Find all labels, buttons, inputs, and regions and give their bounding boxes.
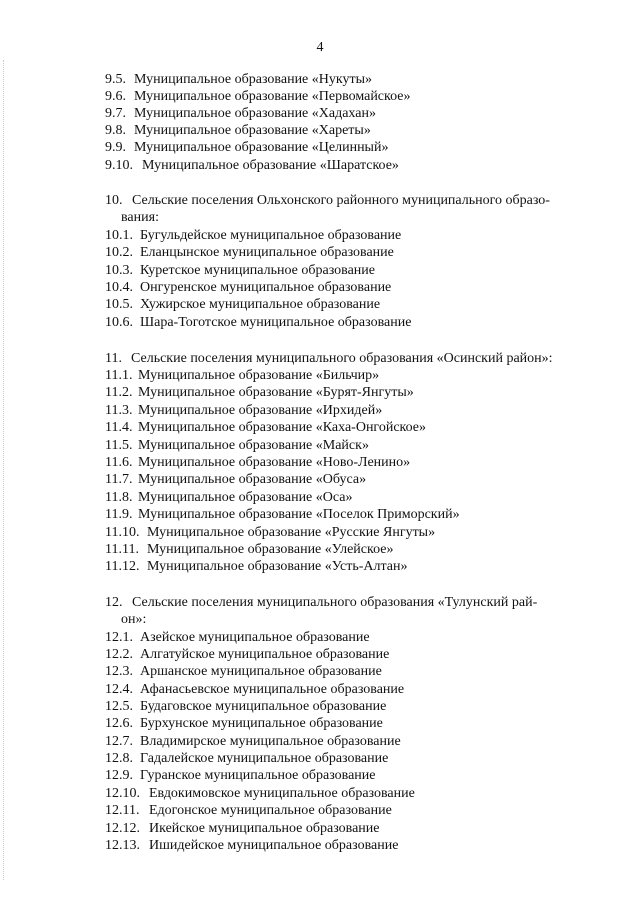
section-heading-continuation: он»: <box>121 612 147 627</box>
list-item: 12.11. Едогонское муниципальное образование <box>105 803 392 818</box>
list-item: 11.9. Муниципальное образование «Поселок Приморский» <box>105 507 460 522</box>
list-item: 10.1. Бугульдейское муниципальное образование <box>105 228 402 243</box>
list-item: 12.7. Владимирское муниципальное образование <box>105 734 401 749</box>
list-item: 12.13. Ишидейское муниципальное образование <box>105 838 399 853</box>
list-item: 11.5. Муниципальное образование «Майск» <box>105 438 369 453</box>
list-item: 12.8. Гадалейское муниципальное образование <box>105 751 389 766</box>
list-item: 10.4. Онгуренское муниципальное образование <box>105 280 392 295</box>
list-item: 12.9. Гуранское муниципальное образование <box>105 768 376 783</box>
list-item: 12.6. Бурхунское муниципальное образование <box>105 716 383 731</box>
list-item: 11.4. Муниципальное образование «Каха-Онгойское» <box>105 420 427 435</box>
list-item: 11.12. Муниципальное образование «Усть-Алтан» <box>105 559 408 574</box>
list-item: 9.6. Муниципальное образование «Первомайское» <box>105 89 411 104</box>
list-item: 9.7. Муниципальное образование «Хадахан» <box>105 106 376 121</box>
list-item: 12.4. Афанасьевское муниципальное образование <box>105 682 405 697</box>
list-item: 10.2. Еланцынское муниципальное образование <box>105 245 394 260</box>
list-item: 9.10. Муниципальное образование «Шаратское» <box>105 158 399 173</box>
list-item: 10.6. Шара-Тоготское муниципальное образование <box>105 315 412 330</box>
list-item: 11.1. Муниципальное образование «Бильчир» <box>105 368 380 383</box>
list-item: 9.5. Муниципальное образование «Нукуты» <box>105 72 373 87</box>
section-heading: 12. Сельские поселения муниципального образования «Тулунский рай- <box>105 595 538 610</box>
list-item: 10.3. Куретское муниципальное образование <box>105 263 376 278</box>
list-item: 12.5. Будаговское муниципальное образование <box>105 699 387 714</box>
list-item: 11.6. Муниципальное образование «Ново-Ленино» <box>105 455 411 470</box>
list-item: 9.8. Муниципальное образование «Хареты» <box>105 123 371 138</box>
section-heading: 11. Сельские поселения муниципального образования «Осинский район»: <box>105 351 553 366</box>
list-item: 12.10. Евдокимовское муниципальное образование <box>105 786 415 801</box>
list-item: 12.2. Алгатуйское муниципальное образование <box>105 647 390 662</box>
list-item: 11.3. Муниципальное образование «Ирхидей» <box>105 403 383 418</box>
list-item: 9.9. Муниципальное образование «Целинный» <box>105 140 389 155</box>
section-heading: 10. Сельские поселения Ольхонского районного муниципального образо- <box>105 193 550 208</box>
list-item: 10.5. Хужирское муниципальное образование <box>105 297 381 312</box>
list-item: 11.8. Муниципальное образование «Оса» <box>105 490 353 505</box>
list-item: 12.12. Икейское муниципальное образование <box>105 821 380 836</box>
list-item: 11.2. Муниципальное образование «Бурят-Янгуты» <box>105 385 414 400</box>
section-heading-continuation: вания: <box>121 210 159 225</box>
list-item: 11.10. Муниципальное образование «Русские Янгуты» <box>105 525 436 540</box>
scan-margin-marks <box>3 60 5 880</box>
list-item: 11.7. Муниципальное образование «Обуса» <box>105 472 367 487</box>
list-item: 12.1. Азейское муниципальное образование <box>105 630 370 645</box>
list-item: 11.11. Муниципальное образование «Улейское» <box>105 542 394 557</box>
list-item: 12.3. Аршанское муниципальное образование <box>105 664 382 679</box>
page-number: 4 <box>316 40 324 55</box>
